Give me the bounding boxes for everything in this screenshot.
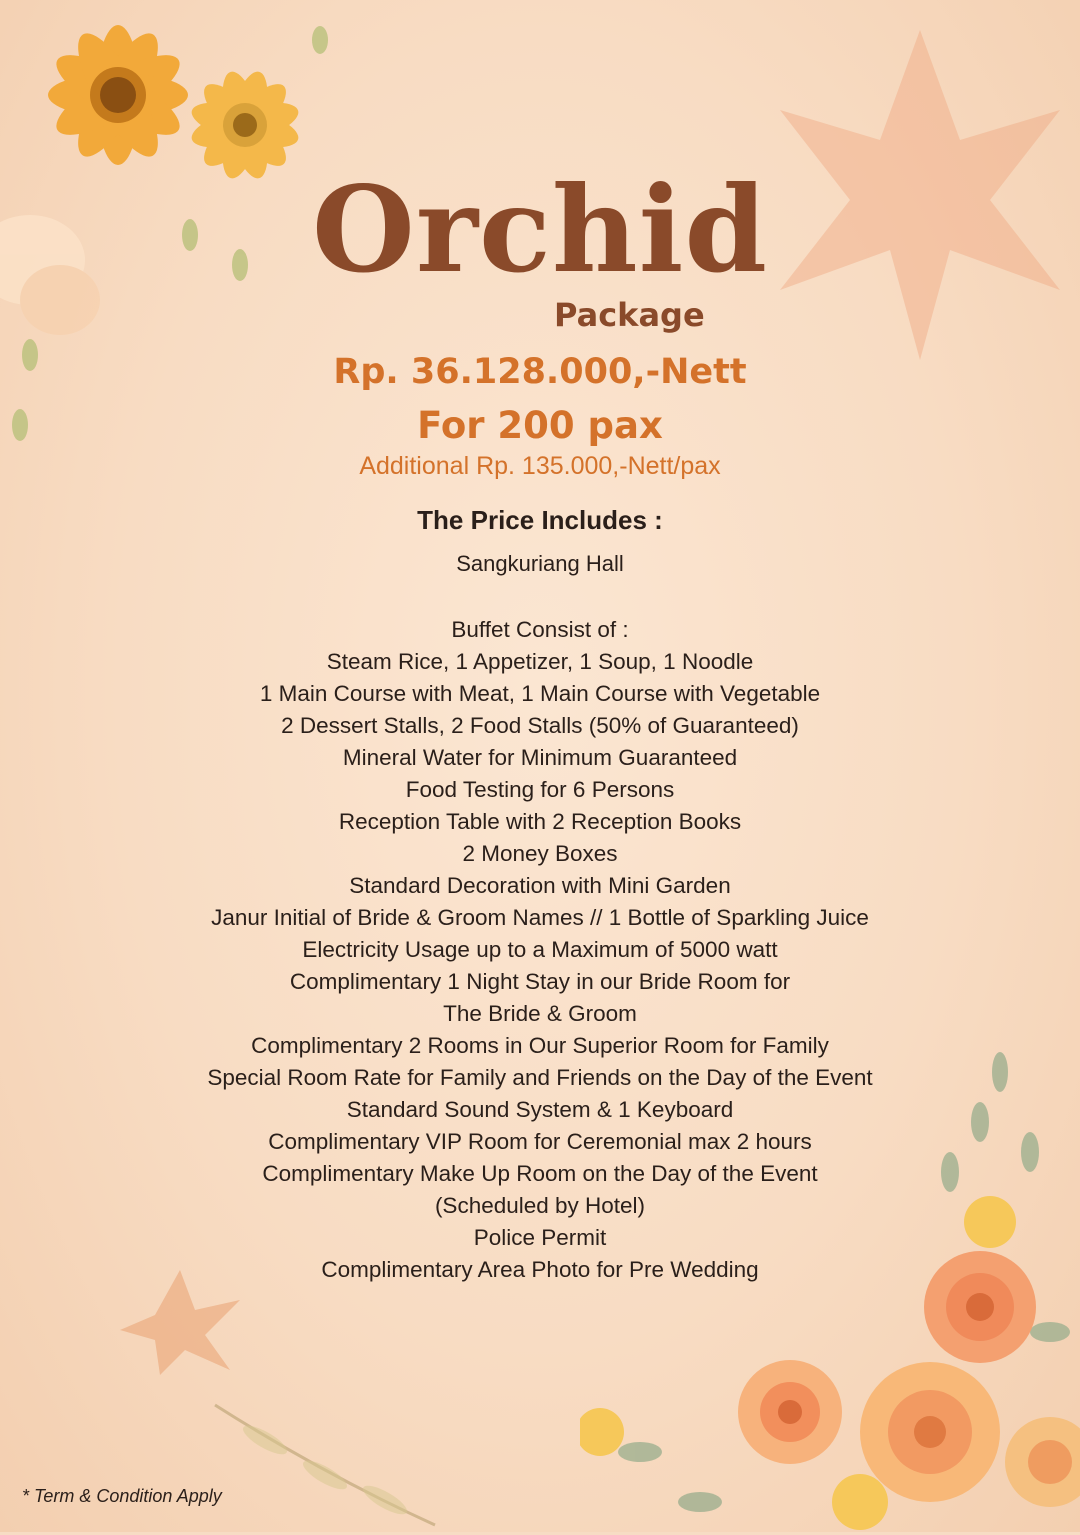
- list-item: Janur Initial of Bride & Groom Names // 1 Bottle of Sparkling Juice: [211, 905, 869, 930]
- terms-footnote: * Term & Condition Apply: [22, 1486, 222, 1506]
- list-item: Complimentary 2 Rooms in Our Superior Room for Family: [251, 1033, 829, 1058]
- list-item: Reception Table with 2 Reception Books: [338, 809, 742, 834]
- leaf-branch-bottom-left: [205, 1395, 445, 1535]
- list-item: Special Room Rate for Family and Friends on the Day of the Event: [207, 1065, 873, 1090]
- list-item: Standard Sound System & 1 Keyboard: [346, 1097, 734, 1122]
- list-item: The Bride & Groom: [443, 1001, 637, 1026]
- list-item: 2 Money Boxes: [462, 841, 618, 866]
- includes-list: [0, 614, 1080, 1286]
- package-price: Rp. 36.128.000,-Nett: [333, 352, 747, 392]
- list-item: Complimentary Make Up Room on the Day of the Event: [262, 1161, 818, 1186]
- package-title: Orchid: [312, 160, 768, 299]
- list-item: Complimentary VIP Room for Ceremonial max 2 hours: [268, 1129, 812, 1154]
- list-item: (Scheduled by Hotel): [434, 1193, 646, 1218]
- list-item: Standard Decoration with Mini Garden: [349, 873, 731, 898]
- package-subtitle: Package: [554, 296, 705, 334]
- list-item: 1 Main Course with Meat, 1 Main Course with Vegetable: [259, 681, 821, 706]
- list-item: Electricity Usage up to a Maximum of 5000 watt: [302, 937, 778, 962]
- venue-name: Sangkuriang Hall: [456, 551, 624, 576]
- list-item: Buffet Consist of :: [451, 617, 629, 642]
- list-item: Complimentary Area Photo for Pre Wedding: [321, 1257, 759, 1282]
- package-pax: For 200 pax: [417, 404, 663, 447]
- additional-price: Additional Rp. 135.000,-Nett/pax: [359, 452, 721, 480]
- list-item: Police Permit: [473, 1225, 607, 1250]
- list-item: Steam Rice, 1 Appetizer, 1 Soup, 1 Noodle: [326, 649, 754, 674]
- list-item: Food Testing for 6 Persons: [405, 777, 675, 802]
- list-item: Complimentary 1 Night Stay in our Bride Room for: [289, 969, 791, 994]
- list-item: Mineral Water for Minimum Guaranteed: [342, 745, 738, 770]
- list-item: 2 Dessert Stalls, 2 Food Stalls (50% of Guaranteed): [281, 713, 799, 738]
- includes-heading: The Price Includes :: [417, 505, 663, 535]
